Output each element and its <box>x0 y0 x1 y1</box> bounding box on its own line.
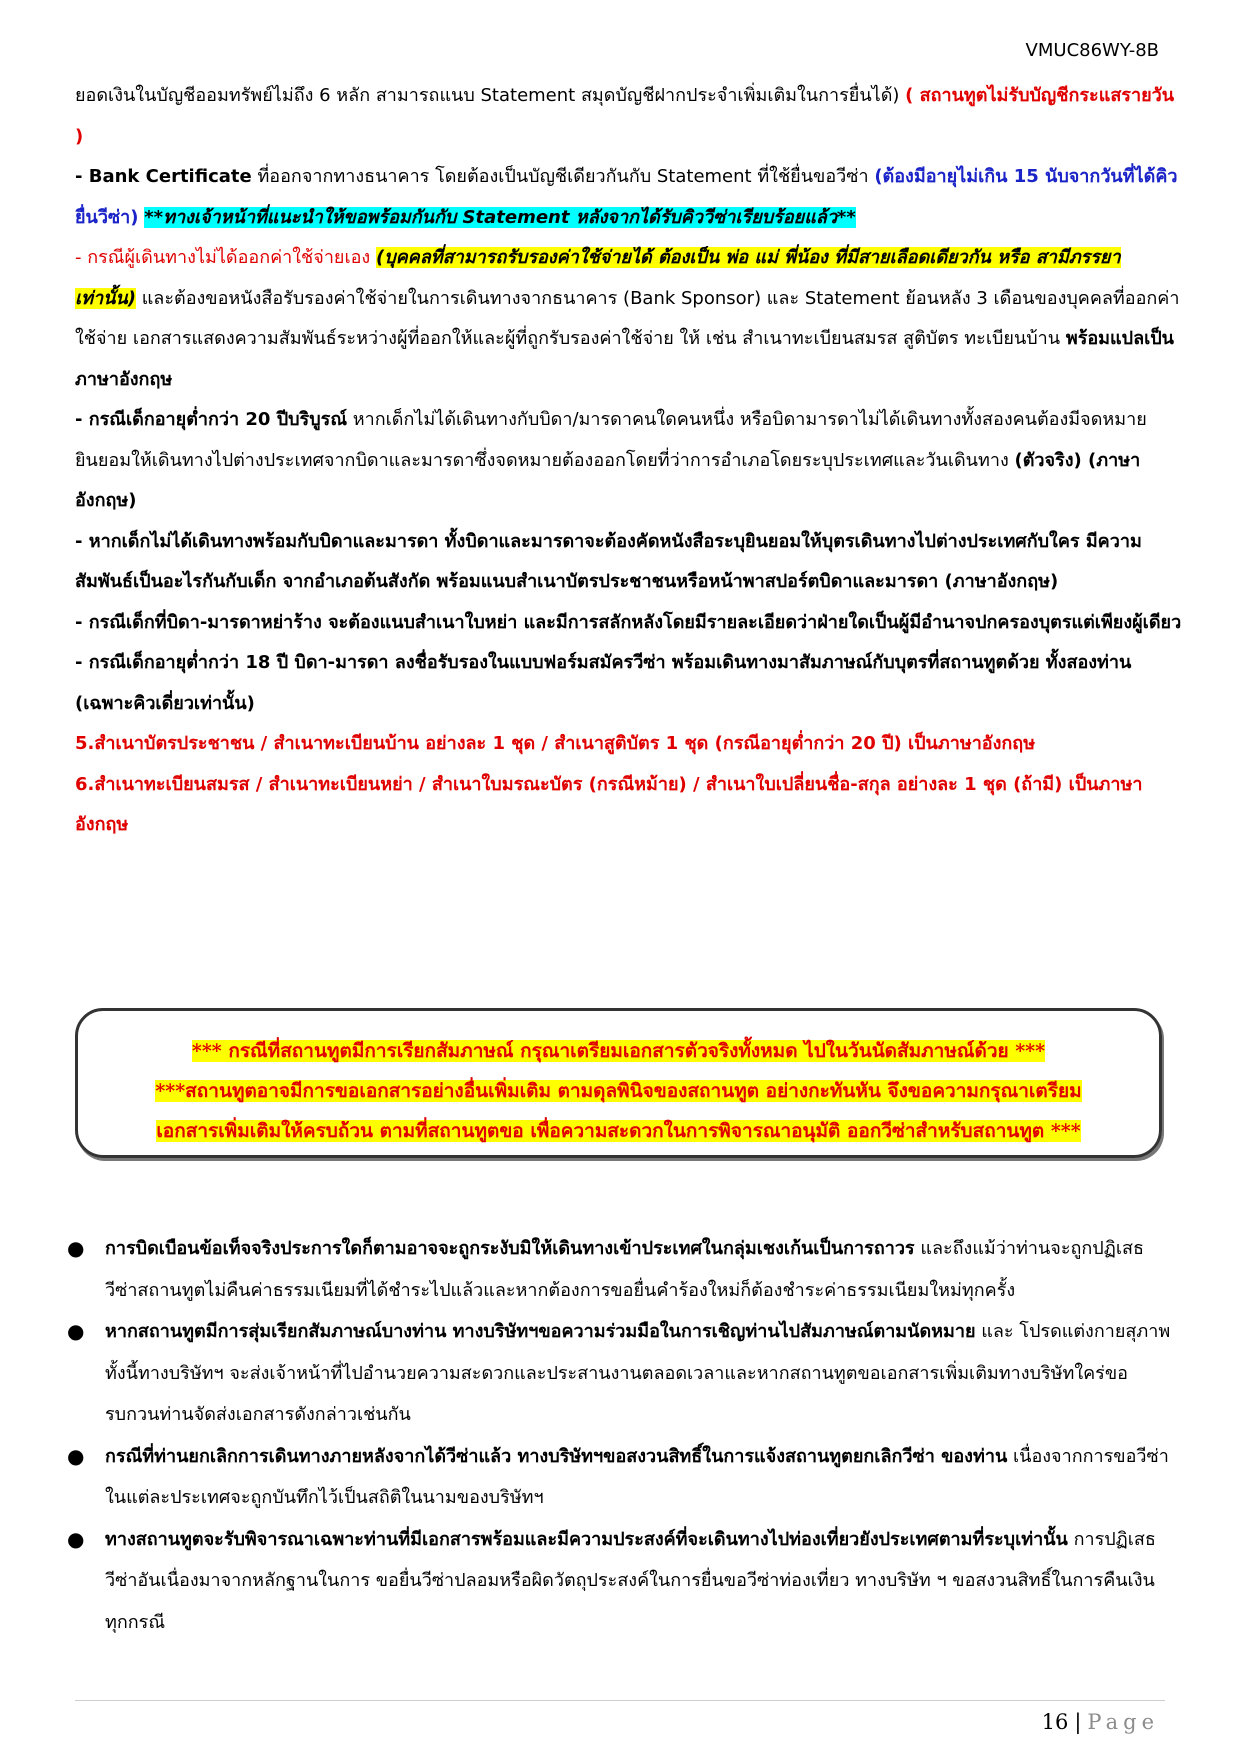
officer-recommendation: **ทางเจ้าหน้าที่แนะนำให้ขอพร้อมกันกับ Statement หลังจากได้รับคิววีซ่าเรียบร้อยแล้ว** <box>144 206 856 228</box>
id-copies-item: 5.สำเนาบัตรประชาชน / สำเนาทะเบียนบ้าน อย่างละ 1 ชุด / สำเนาสูติบัตร 1 ชุด (กรณีอายุต่ำกว่า 20 ปี) เป็นภาษาอังกฤษ <box>75 733 1036 754</box>
list-item: ● หากสถานทูตมีการสุ่มเรียกสัมภาษณ์บางท่าน ทางบริษัทฯขอความร่วมมือในการเชิญท่านไปสัมภาษณ์ตามนัดหมาย และ โปรดแต่งกายสุภาพ ทั้งนี้ทางบริษัทฯ จะส่งเจ้าหน้าที่ไปอำนวยความสะดวกและประสานงานตลอดเวลาและหากสถานทูตขอเอกสารเพิ่มเติมทางบริษัทใคร่ขอรบกวนท่านจัดส่งเอกสารดังกล่าวเช่นกัน <box>65 1311 1175 1436</box>
list-item: ● กรณีที่ท่านยกเลิกการเดินทางภายหลังจากได้วีซ่าแล้ว ทางบริษัทฯขอสงวนสิทธิ์ในการแจ้งสถานทูตยกเลิกวีซ่า ของท่าน เนื่องจากการขอวีซ่าในแต่ละประเทศจะถูกบันทึกไว้เป็นสถิติในนามของบริษัทฯ <box>65 1436 1175 1519</box>
marriage-documents-item: 6.สำเนาทะเบียนสมรส / สำเนาทะเบียนหย่า / สำเนาใบมรณะบัตร (กรณีหม้าย) / สำเนาใบเปลี่ยนชื่อ-สกุล อย่างละ 1 ชุด (ถ้ามี) เป็นภาษาอังกฤษ <box>75 773 1143 835</box>
page-number: 16 <box>1041 1710 1069 1734</box>
no-current-account-note: ( สถานทูตไม่รับบัญชีกระแสรายวัน ) <box>75 85 1175 147</box>
divorced-parents-item: - กรณีเด็กที่บิดา-มารดาหย่าร้าง จะต้องแนบสำเนาใบหย่า และมีการสลักหลังโดยมีรายละเอียดว่าฝ่ายใดเป็นผู้มีอำนาจปกครองบุตรแต่เพียงผู้เดียว <box>75 611 1182 633</box>
certificate-validity-note: (ต้องมีอายุไม่เกิน 15 นับจากวันที่ได้คิวยื่นวีซ่า) <box>75 166 1178 228</box>
sponsor-item: - กรณีผู้เดินทางไม่ได้ออกค่าใช้จ่ายเอง (บุคคลที่สามารถรับรองค่าใช้จ่ายได้ ต้องเป็น พ่อ แม่ พี่น้อง ที่มีสายเลือดเดียวกัน หรือ สามีภรรยา เท่านั้น) และต้องขอหนังสือรับรองค่าใช้จ่ายในการเดินทางจากธนาคาร (Bank Sponsor) และ Statement ย้อนหลัง 3 เดือนของบุคคลที่ออกค่าใช้จ่าย เอกสารแสดงความสัมพันธ์ระหว่างผู้ที่ออกให้และผู้ที่ถูกรับรองค่าใช้จ่าย ให้ เช่น สำเนาทะเบียนสมรส สูติบัตร ทะเบียนบ้าน พร้อมแปลเป็นภาษาอังกฤษ <box>75 247 1180 390</box>
page-footer <box>1042 1710 1159 1734</box>
minor-without-parents-item: - หากเด็กไม่ได้เดินทางพร้อมกับบิดาและมารดา ทั้งบิดาและมารดาจะต้องคัดหนังสือระบุยินยอมให้บุตรเดินทางไปต่างประเทศกับใคร มีความสัมพันธ์เป็นอะไรกันกับเด็ก จากอำเภอต้นสังกัด พร้อมแนบสำเนาบัตรประชาชนหรือหน้าพาสปอร์ตบิดาและมารดา (ภาษาอังกฤษ) <box>75 530 1142 592</box>
minor-under-18-item: - กรณีเด็กอายุต่ำกว่า 18 ปี บิดา-มารดา ลงชื่อรับรองในแบบฟอร์มสมัครวีซ่า พร้อมเดินทางมาสัมภาษณ์กับบุตรที่สถานทูตด้วย ทั้งสองท่าน (เฉพาะคิวเดี่ยวเท่านั้น) <box>75 652 1132 714</box>
page-label: Page <box>1087 1710 1159 1734</box>
sponsor-eligibility: (บุคคลที่สามารถรับรองค่าใช้จ่ายได้ ต้องเป็น พ่อ แม่ พี่น้อง ที่มีสายเลือดเดียวกัน หรือ สามีภรรยา เท่านั้น) <box>75 247 1121 309</box>
notice-line-3: เอกสารเพิ่มเติมให้ครบถ้วน ตามที่สถานทูตขอ เพื่อความสะดวกในการพิจารณาอนุมัติ ออกวีซ่าสำหรับสถานทูต *** <box>156 1120 1081 1142</box>
list-item: ● ทางสถานทูตจะรับพิจารณาเฉพาะท่านที่มีเอกสารพร้อมและมีความประสงค์ที่จะเดินทางไปท่องเที่ยวยังประเทศตามที่ระบุเท่านั้น การปฏิเสธวีซ่าอันเนื่องมาจากหลักฐานในการ ขอยื่นวีซ่าปลอมหรือผิดวัตถุประสงค์ในการยื่นขอวีซ่าท่องเที่ยว ทางบริษัท ฯ ขอสงวนสิทธิ์ในการคืนเงินทุกกรณี <box>65 1519 1175 1644</box>
sponsor-heading: - กรณีผู้เดินทางไม่ได้ออกค่าใช้จ่ายเอง <box>75 247 371 268</box>
bullet-icon: ● <box>67 1526 85 1551</box>
bullet-icon: ● <box>67 1443 85 1468</box>
document-code: VMUC86WY-8B <box>1025 40 1159 61</box>
bullet-icon: ● <box>67 1236 85 1260</box>
bank-certificate-item: - Bank Certificate ที่ออกจากทางธนาคาร โดยต้องเป็นบัญชีเดียวกันกับ Statement ที่ใช้ยื่นขอวีซ่า (ต้องมีอายุไม่เกิน 15 นับจากวันที่ได้คิวยื่นวีซ่า) **ทางเจ้าหน้าที่แนะนำให้ขอพร้อมกันกับ Statement หลังจากได้รับคิววีซ่าเรียบร้อยแล้ว** <box>75 166 1178 228</box>
notice-line-2: ***สถานทูตอาจมีการขอเอกสารอย่างอื่นเพิ่มเติม ตามดุลพินิจของสถานทูต อย่างกะทันหัน จึงขอความกรุณาเตรียม <box>155 1080 1082 1102</box>
footer-divider <box>75 1700 1165 1701</box>
list-item: ● การบิดเบือนข้อเท็จจริงประการใดก็ตามอาจจะถูกระงับมิให้เดินทางเข้าประเทศในกลุ่มเชงเก้นเป็นการถาวร และถึงแม้ว่าท่านจะถูกปฏิเสธ วีซ่าสถานทูตไม่คืนค่าธรรมเนียมที่ได้ชำระไปแล้วและหากต้องการขอยื่นคำร้องใหม่ก็ต้องชำระค่าธรรมเนียมใหม่ทุกครั้ง <box>65 1228 1175 1311</box>
interview-notice-box <box>75 1008 1162 1158</box>
page-separator: | <box>1074 1710 1082 1734</box>
requirements-text <box>75 76 1185 846</box>
terms-list <box>65 1228 1175 1643</box>
minor-under-20-item: - กรณีเด็กอายุต่ำกว่า 20 ปีบริบูรณ์ หากเด็กไม่ได้เดินทางกับบิดา/มารดาคนใดคนหนึ่ง หรือบิดามารดาไม่ได้เดินทางทั้งสองคนต้องมีจดหมายยินยอมให้เดินทางไปต่างประเทศจากบิดาและมารดาซึ่งจดหมายต้องออกโดยที่ว่าการอำเภอโดยระบุประเทศและวันเดินทาง (ตัวจริง) (ภาษาอังกฤษ) <box>75 409 1147 511</box>
bullet-icon: ● <box>67 1319 85 1343</box>
savings-note: ยอดเงินในบัญชีออมทรัพย์ไม่ถึง 6 หลัก สามารถแนบ Statement สมุดบัญชีฝากประจำเพิ่มเติมในการยื่นได้) ( สถานทูตไม่รับบัญชีกระแสรายวัน ) <box>75 85 1175 147</box>
notice-line-1: *** กรณีที่สถานทูตมีการเรียกสัมภาษณ์ กรุณาเตรียมเอกสารตัวจริงทั้งหมด ไปในวันนัดสัมภาษณ์ด้วย *** <box>191 1040 1046 1062</box>
